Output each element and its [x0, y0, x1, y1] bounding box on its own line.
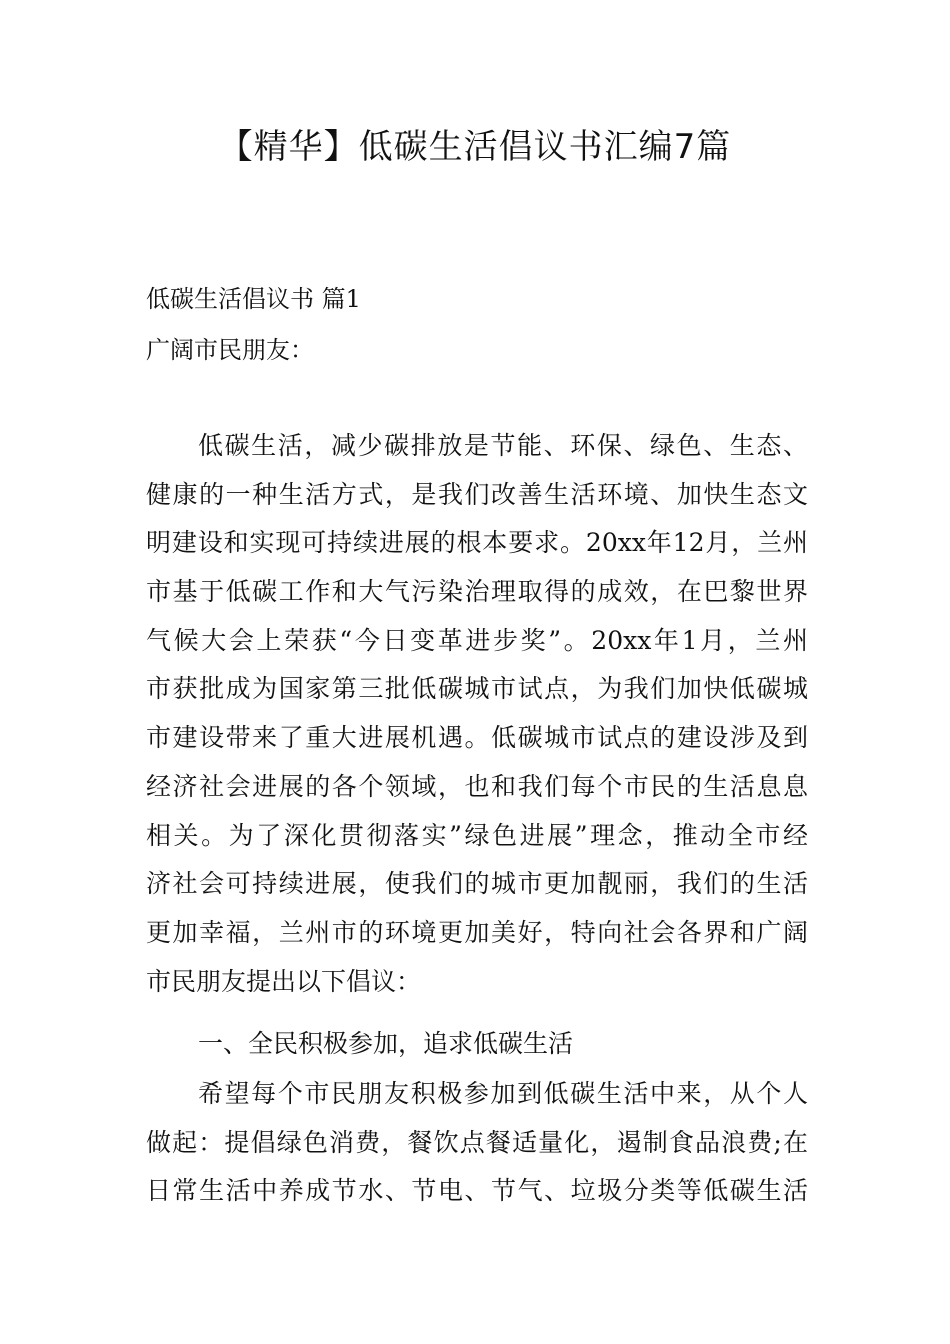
paragraph-line: 气候大会上荣获“今日变革进步奖”。20xx年1月，兰州 [146, 625, 808, 655]
salutation: 广阔市民朋友： [146, 336, 314, 364]
paragraph-line: 济社会可持续进展，使我们的城市更加靓丽，我们的生活 [146, 869, 808, 899]
paragraph-line: 做起：提倡绿色消费，餐饮点餐适量化，遏制食品浪费;在 [146, 1127, 808, 1157]
item-1-heading-block [146, 1020, 808, 1069]
paragraph-line: 经济社会进展的各个领域，也和我们每个市民的生活息息 [146, 771, 808, 801]
paragraph-line: 日常生活中养成节水、节电、节气、垃圾分类等低碳生活 [146, 1176, 808, 1206]
paragraph-line: 健康的一种生活方式，是我们改善生活环境、加快生态文 [146, 479, 808, 509]
paragraph-line: 市基于低碳工作和大气污染治理取得的成效，在巴黎世界 [146, 577, 808, 607]
paragraph-line: 市民朋友提出以下倡议： [146, 966, 422, 996]
document-title: 【精华】低碳生活倡议书汇编7篇 [218, 127, 732, 167]
section-heading: 低碳生活倡议书 篇1 [146, 285, 361, 313]
paragraph-line: 明建设和实现可持续进展的根本要求。20xx年12月，兰州 [146, 528, 808, 558]
item-1-heading: 一、全民积极参加，追求低碳生活 [198, 1029, 574, 1058]
paragraph-line: 更加幸福，兰州市的环境更加美好，特向社会各界和广阔 [146, 917, 808, 947]
paragraph-line: 低碳生活，减少碳排放是节能、环保、绿色、生态、 [198, 431, 808, 460]
paragraph-line: 市建设带来了重大进展机遇。低碳城市试点的建设涉及到 [146, 723, 808, 753]
paragraph-line: 市获批成为国家第三批低碳城市试点，为我们加快低碳城 [146, 674, 808, 704]
paragraph-line: 希望每个市民朋友积极参加到低碳生活中来，从个人 [198, 1079, 808, 1108]
paragraph-2 [146, 1070, 808, 1216]
paragraph-1 [146, 422, 808, 1006]
paragraph-line: 相关。为了深化贯彻落实”绿色进展”理念，推动全市经 [146, 820, 808, 850]
